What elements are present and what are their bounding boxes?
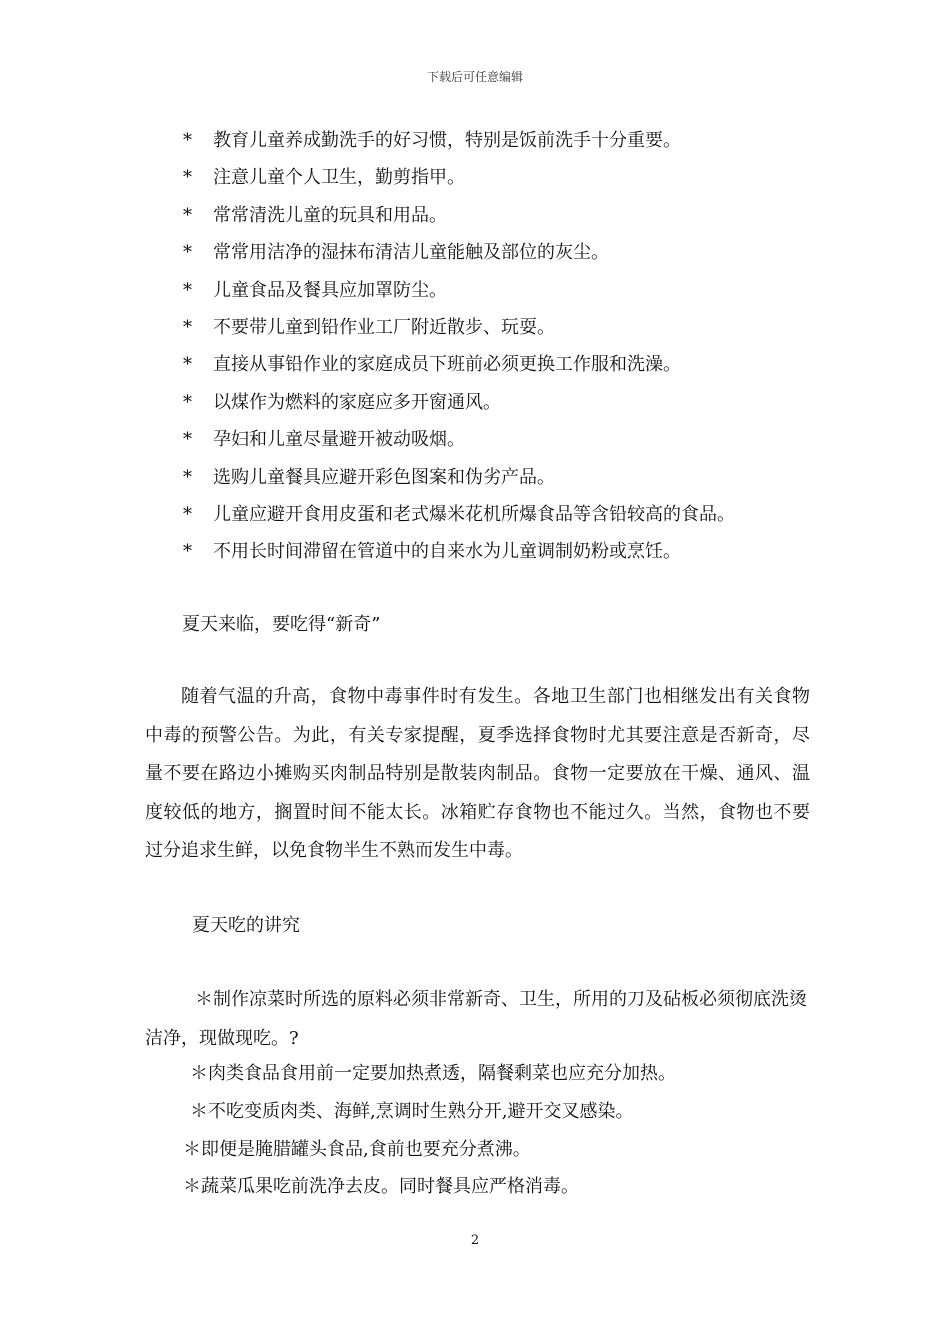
tip-line: ＊肉类食品食用前一定要加热煮透，隔餐剩菜也应充分加热。 (190, 1063, 676, 1084)
bullet-marker: * (183, 167, 192, 189)
section-heading-summer-fresh: 夏天来临，要吃得“新奇” (182, 614, 381, 635)
bullet-marker: * (183, 204, 192, 226)
bullet-marker: * (183, 317, 192, 339)
bullet-marker: * (183, 354, 192, 376)
list-item: * 儿童应避开食用皮蛋和老式爆米花机所爆食品等含铅较高的食品。 (183, 496, 735, 533)
bullet-marker: * (183, 242, 192, 264)
bullet-marker: * (183, 466, 192, 488)
list-item: * 以煤作为燃料的家庭应多开窗通风。 (183, 384, 735, 421)
tip-line: ＊不吃变质肉类、海鲜,烹调时生熟分开,避开交叉感染。 (190, 1101, 634, 1122)
page-header: 下载后可任意编辑 (426, 70, 523, 84)
list-item: * 教育儿童养成勤洗手的好习惯，特别是饭前洗手十分重要。 (183, 122, 735, 159)
bullet-marker: * (183, 279, 192, 301)
section-paragraph-food-safety: 随着气温的升高，食物中毒事件时有发生。各地卫生部门也相继发出有关食物中毒的预警公告。为此，有关专家提醒，夏季选择食物时尤其要注意是否新奇，尽量不要在路边小摊购买肉制品特别是散装肉制品。食物一定要放在干燥、通风、温度较低的地方，搁置时间不能太长。冰箱贮存食物也不能过久。当然，食物也不要过分追求生鲜，以免食物半生不熟而发生中毒。 (145, 686, 810, 861)
list-item: * 选购儿童餐具应避开彩色图案和伪劣产品。 (183, 459, 735, 496)
list-item: * 不要带儿童到铅作业工厂附近散步、玩耍。 (183, 309, 735, 346)
section-heading-summer-eating: 夏天吃的讲究 (192, 915, 300, 936)
bullet-list (183, 122, 735, 571)
list-item: * 常常清洗儿童的玩具和用品。 (183, 197, 735, 234)
bullet-marker: * (183, 429, 192, 451)
tip-line: ＊即便是腌腊罐头食品,食前也要充分煮沸。 (183, 1139, 531, 1160)
bullet-marker: * (183, 130, 192, 151)
page-number: 2 (470, 1233, 480, 1248)
list-item: * 儿童食品及餐具应加罩防尘。 (183, 272, 735, 309)
bullet-marker: * (183, 504, 192, 526)
section-paragraph-cold-dishes: ＊制作凉菜时所选的原料必须非常新奇、卫生，所用的刀及砧板必须彻底洗烫洁净，现做现吃。? (145, 989, 807, 1049)
tip-line: ＊蔬菜瓜果吃前洗净去皮。同时餐具应严格消毒。 (183, 1176, 579, 1197)
bullet-marker: * (183, 541, 192, 563)
list-item: * 注意儿童个人卫生，勤剪指甲。 (183, 159, 735, 196)
list-item: * 直接从事铅作业的家庭成员下班前必须更换工作服和洗澡。 (183, 346, 735, 383)
bullet-marker: * (183, 391, 192, 413)
list-item: * 孕妇和儿童尽量避开被动吸烟。 (183, 421, 735, 458)
list-item: * 不用长时间滞留在管道中的自来水为儿童调制奶粉或烹饪。 (183, 533, 735, 570)
list-item: * 常常用洁净的湿抹布清洁儿童能触及部位的灰尘。 (183, 234, 735, 271)
